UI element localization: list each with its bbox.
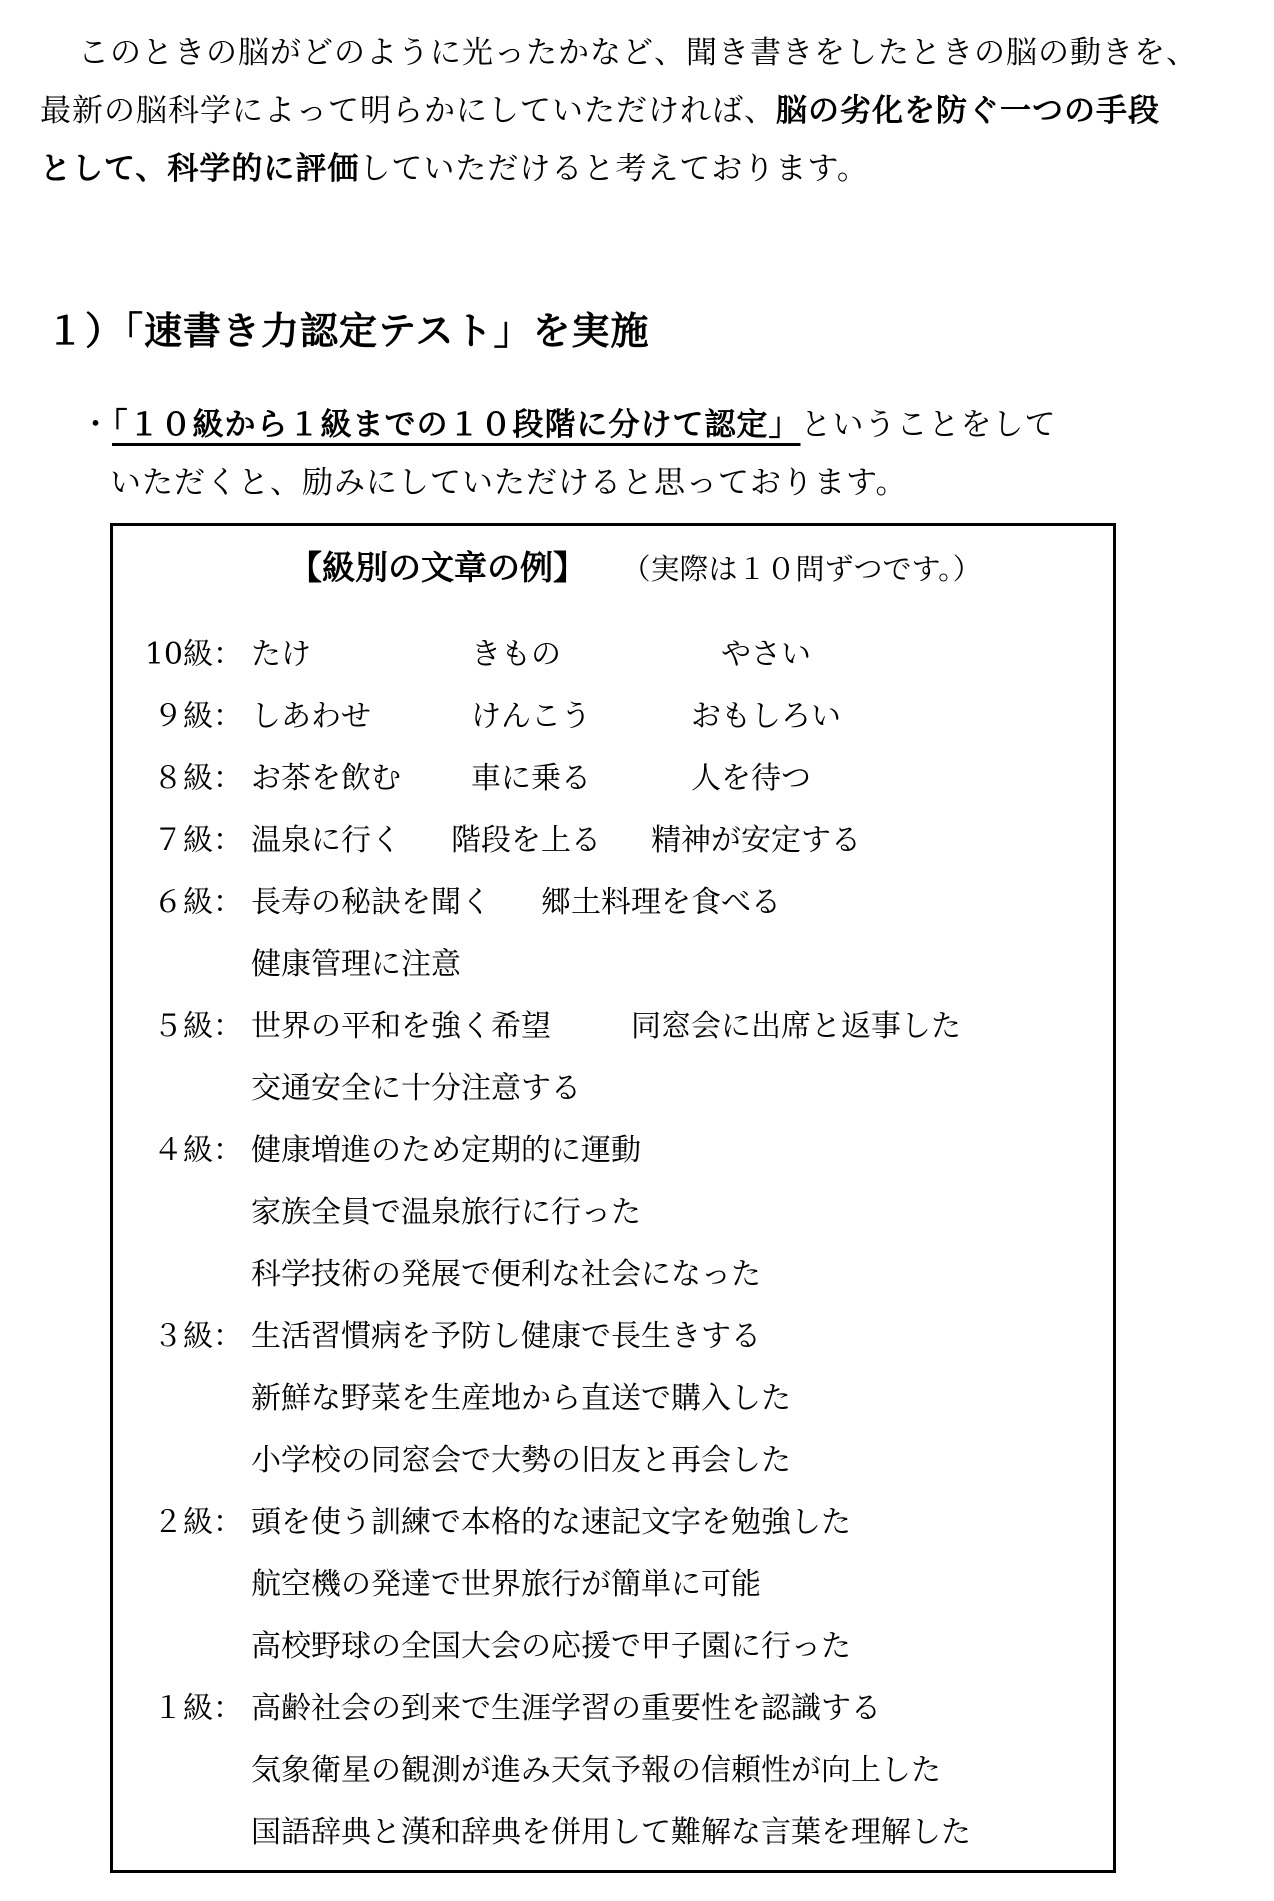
example-phrase: 小学校の同窓会で大勢の旧友と再会した xyxy=(251,1443,791,1478)
level-line xyxy=(243,1306,971,1368)
example-phrase: 世界の平和を強く希望 xyxy=(251,1009,551,1044)
bullet-underlined-text: 「１０級から１級までの１０段階に分けて認定」 xyxy=(112,407,801,443)
example-phrase: たけ xyxy=(251,637,311,672)
level-line xyxy=(243,1802,971,1864)
example-phrase: 健康管理に注意 xyxy=(251,947,461,982)
box-header xyxy=(289,542,982,589)
bullet-rest: ということをして xyxy=(800,407,1057,443)
example-phrase: 気象衛星の観測が進み天気予報の信頼性が向上した xyxy=(251,1753,941,1788)
example-phrase: 家族全員で温泉旅行に行った xyxy=(251,1195,641,1230)
example-phrase: 交通安全に十分注意する xyxy=(251,1071,581,1106)
example-phrase: 長寿の秘訣を聞く xyxy=(251,885,491,920)
example-phrase: 車に乗る xyxy=(471,761,591,796)
level-line xyxy=(243,1678,971,1740)
example-phrase: 郷土料理を食べる xyxy=(541,885,781,920)
level-line xyxy=(243,810,971,872)
level-label: ８級： xyxy=(153,761,243,796)
level-row xyxy=(143,1120,971,1306)
level-line xyxy=(243,934,971,996)
level-row xyxy=(143,1306,971,1492)
level-label: ９級： xyxy=(153,699,243,734)
example-phrase: おもしろい xyxy=(691,699,841,734)
level-line xyxy=(243,1492,971,1554)
example-phrase: 人を待つ xyxy=(691,761,811,796)
levels-list xyxy=(143,624,971,1864)
level-row xyxy=(143,810,971,872)
intro-line-3-bold: として、科学的に評価 xyxy=(40,151,360,187)
level-label: ２級： xyxy=(153,1505,243,1540)
example-phrase: 高校野球の全国大会の応援で甲子園に行った xyxy=(251,1629,851,1664)
level-label: ７級： xyxy=(153,823,243,858)
level-line xyxy=(243,1554,971,1616)
level-label: ６級： xyxy=(153,885,243,920)
level-line xyxy=(243,872,971,934)
level-label: １級： xyxy=(153,1691,243,1726)
level-line xyxy=(243,1740,971,1802)
example-phrase: 健康増進のため定期的に運動 xyxy=(251,1133,641,1168)
level-line xyxy=(243,1616,971,1678)
example-phrase: お茶を飲む xyxy=(251,761,401,796)
example-phrase: やさい xyxy=(721,637,811,672)
level-line xyxy=(243,1244,971,1306)
intro-line-1: このときの脳がどのように光ったかなど、聞き書きをしたときの脳の動きを、 xyxy=(78,35,1198,71)
example-phrase: しあわせ xyxy=(251,699,371,734)
example-phrase: 精神が安定する xyxy=(651,823,861,858)
example-phrase: 頭を使う訓練で本格的な速記文字を勉強した xyxy=(251,1505,851,1540)
box-title: 【級別の文章の例】 xyxy=(289,548,586,587)
example-phrase: きもの xyxy=(471,637,561,672)
section-title: １）「速書き力認定テスト」を実施 xyxy=(46,309,650,353)
level-line xyxy=(243,686,971,748)
example-phrase: 科学技術の発展で便利な社会になった xyxy=(251,1257,761,1292)
level-row xyxy=(143,996,971,1120)
level-line xyxy=(243,996,971,1058)
example-phrase: 航空機の発達で世界旅行が簡単に可能 xyxy=(251,1567,761,1602)
level-row xyxy=(143,624,971,686)
intro-line-3-plain: していただけると考えております。 xyxy=(359,151,869,187)
bullet-prefix: ・ xyxy=(80,407,112,443)
intro-paragraph xyxy=(40,24,1230,198)
level-line xyxy=(243,1058,971,1120)
intro-line-2 xyxy=(40,82,1230,140)
level-line xyxy=(243,1368,971,1430)
example-phrase: 国語辞典と漢和辞典を併用して難解な言葉を理解した xyxy=(251,1815,971,1850)
example-phrase: 高齢社会の到来で生涯学習の重要性を認識する xyxy=(251,1691,881,1726)
level-label: ５級： xyxy=(153,1009,243,1044)
level-row xyxy=(143,1678,971,1864)
example-phrase: 同窓会に出席と返事した xyxy=(631,1009,961,1044)
intro-line-3 xyxy=(40,140,1230,198)
bullet-line-1 xyxy=(80,396,1200,454)
example-phrase: 温泉に行く xyxy=(251,823,401,858)
intro-line-2-plain: 最新の脳科学によって明らかにしていただければ、 xyxy=(40,93,776,129)
example-phrase: 生活習慣病を予防し健康で長生きする xyxy=(251,1319,761,1354)
level-line xyxy=(243,1120,971,1182)
level-line xyxy=(243,1182,971,1244)
level-examples-box xyxy=(110,523,1116,1873)
level-line xyxy=(243,748,971,810)
level-line xyxy=(243,624,971,686)
bullet-paragraph xyxy=(80,396,1200,512)
box-note: （実際は１０問ずつです。） xyxy=(636,552,982,586)
level-row xyxy=(143,748,971,810)
level-label: ４級： xyxy=(153,1133,243,1168)
level-row xyxy=(143,1492,971,1678)
intro-line-2-bold: 脳の劣化を防ぐ一つの手段 xyxy=(776,93,1160,129)
bullet-line-2: いただくと、励みにしていただけると思っております。 xyxy=(110,465,908,501)
example-phrase: けんこう xyxy=(471,699,591,734)
example-phrase: 階段を上る xyxy=(451,823,601,858)
level-row xyxy=(143,872,971,996)
level-label: 10級： xyxy=(144,637,243,672)
level-row xyxy=(143,686,971,748)
level-line xyxy=(243,1430,971,1492)
example-phrase: 新鮮な野菜を生産地から直送で購入した xyxy=(251,1381,791,1416)
level-label: ３級： xyxy=(153,1319,243,1354)
